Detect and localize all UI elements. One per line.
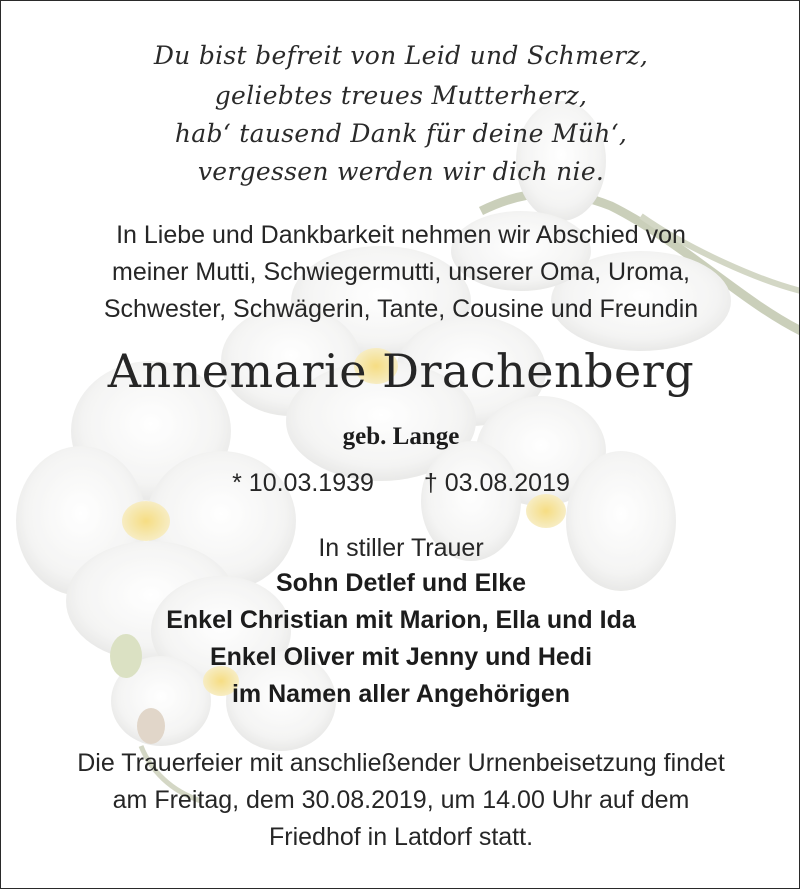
service-line: Die Trauerfeier mit anschließender Urnenbeisetzung findet: [77, 749, 725, 777]
life-dates: [1, 469, 800, 498]
mourner-line: Enkel Oliver mit Jenny und Hedi: [209, 643, 593, 671]
intro-line: Schwester, Schwägerin, Tante, Cousine und Freundin: [103, 295, 699, 323]
intro-line: In Liebe und Dankbarkeit nehmen wir Abschied von: [116, 221, 686, 249]
mourner-line: Enkel Christian mit Marion, Ella und Ida: [166, 606, 636, 634]
verse-line: vergessen werden wir dich nie.: [197, 157, 605, 186]
service-line: Friedhof in Latdorf statt.: [268, 823, 534, 851]
service-line: am Freitag, dem 30.08.2019, um 14.00 Uhr auf dem: [112, 786, 690, 814]
birth-date: * 10.03.1939: [232, 469, 374, 497]
mourners-heading: In stiller Trauer: [318, 534, 484, 562]
notice-text: [1, 1, 800, 889]
intro-line: meiner Mutti, Schwiegermutti, unserer Oma, Uroma,: [112, 258, 690, 286]
death-date: † 03.08.2019: [423, 469, 570, 497]
mourner-line: Sohn Detlef und Elke: [275, 569, 527, 597]
verse-line: geliebtes treues Mutterherz,: [214, 81, 588, 110]
verse-line: hab‘ tausend Dank für deine Müh‘,: [174, 119, 628, 148]
verse-line: Du bist befreit von Leid und Schmerz,: [153, 41, 649, 70]
mourner-line: im Namen aller Angehörigen: [231, 680, 571, 708]
maiden-name: geb. Lange: [342, 423, 460, 450]
deceased-name: Annemarie Drachenberg: [107, 344, 695, 398]
